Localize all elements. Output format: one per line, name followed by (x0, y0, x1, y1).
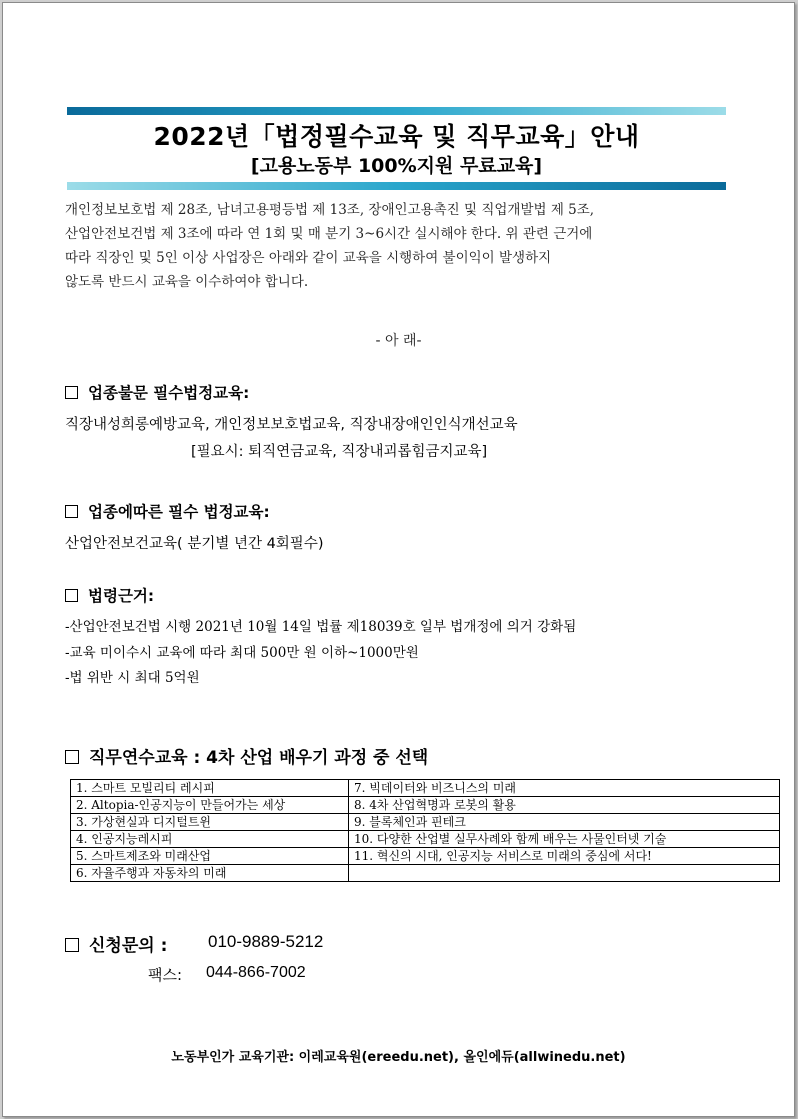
separator-text: - 아 래- (375, 333, 422, 349)
course-cell: 8. 4차 산업혁명과 로봇의 활용 (349, 797, 780, 814)
page-subtitle: [고용노동부 100%지원 무료교육] (250, 155, 543, 177)
intro-line: 않도록 반드시 교육을 이수하여야 합니다. (65, 274, 309, 290)
intro-line: 따라 직장인 및 5인 이상 사업장은 아래와 같이 교육을 시행하여 불이익이 발생하지 (65, 250, 552, 266)
section-mandatory-optional-line: [필요시: 퇴직연금교육, 직장내괴롭힘금지교육] (191, 444, 488, 460)
checkbox-icon (65, 589, 78, 602)
section-industry-line: 산업안전보건교육( 분기별 년간 4회필수) (65, 536, 324, 552)
section-industry-heading (65, 500, 270, 522)
course-cell: 3. 가상현실과 디지털트윈 (71, 814, 349, 831)
section-mandatory-heading (65, 381, 249, 403)
section-legal-title: 법령근거: (88, 587, 155, 605)
course-cell: 11. 혁신의 시대, 인공지능 서비스로 미래의 중심에 서다! (349, 848, 780, 865)
fax-label: 팩스: (148, 966, 183, 984)
section-course-heading (65, 743, 428, 768)
checkbox-icon (65, 386, 78, 399)
section-mandatory-line: 직장내성희롱예방교육, 개인정보보호법교육, 직장내장애인인식개선교육 (65, 417, 518, 433)
table-row (71, 797, 780, 814)
course-cell (349, 865, 780, 882)
section-mandatory-title: 업종불문 필수법정교육: (88, 384, 250, 402)
course-cell: 7. 빅데이터와 비즈니스의 미래 (349, 780, 780, 797)
checkbox-icon (65, 505, 78, 518)
checkbox-icon (65, 938, 79, 952)
inquiry-phone: 010-9889-5212 (208, 932, 324, 951)
section-course-title: 직무연수교육 : 4차 산업 배우기 과정 중 선택 (89, 748, 429, 768)
document-page (2, 2, 795, 1117)
title-bottom-bar (67, 182, 726, 190)
table-row (71, 814, 780, 831)
legal-line: -산업안전보건법 시행 2021년 10월 14일 법률 제18039호 일부 법개정에 의거 강화됨 (65, 619, 577, 635)
intro-line: 산업안전보건법 제 3조에 따라 연 1회 및 매 분기 3~6시간 실시해야 한다. 위 관련 근거에 (65, 226, 593, 242)
title-top-bar (67, 107, 726, 115)
page-title: 2022년「법정필수교육 및 직무교육」안내 (153, 122, 640, 151)
course-cell: 6. 자율주행과 자동차의 미래 (71, 865, 349, 882)
course-cell: 5. 스마트제조와 미래산업 (71, 848, 349, 865)
legal-line: -법 위반 시 최대 5억원 (65, 670, 200, 686)
course-cell: 4. 인공지능레시피 (71, 831, 349, 848)
course-table (70, 779, 780, 882)
course-cell: 10. 다양한 산업별 실무사례와 함께 배우는 사물인터넷 기술 (349, 831, 780, 848)
course-cell: 9. 블록체인과 핀테크 (349, 814, 780, 831)
section-legal-heading (65, 584, 154, 606)
table-row (71, 780, 780, 797)
inquiry-heading (65, 931, 167, 956)
table-row (71, 848, 780, 865)
checkbox-icon (65, 750, 79, 764)
fax-number: 044-866-7002 (206, 964, 306, 981)
legal-line: -교육 미이수시 교육에 따라 최대 500만 원 이하~1000만원 (65, 645, 419, 661)
intro-paragraph (65, 198, 737, 294)
table-row (71, 831, 780, 848)
course-cell: 1. 스마트 모빌리티 레시피 (71, 780, 349, 797)
intro-line: 개인정보보호법 제 28조, 남녀고용평등법 제 13조, 장애인고용촉진 및 직업개발법 제 5조, (65, 202, 595, 218)
table-row (71, 865, 780, 882)
inquiry-label: 신청문의 : (89, 936, 168, 956)
footer-institutions: 노동부인가 교육기관: 이레교육원(ereedu.net), 올인에듀(allwinedu.net) (171, 1050, 626, 1065)
course-cell: 2. Altopia-인공지능이 만들어가는 세상 (71, 797, 349, 814)
section-industry-title: 업종에따른 필수 법정교육: (88, 503, 270, 521)
